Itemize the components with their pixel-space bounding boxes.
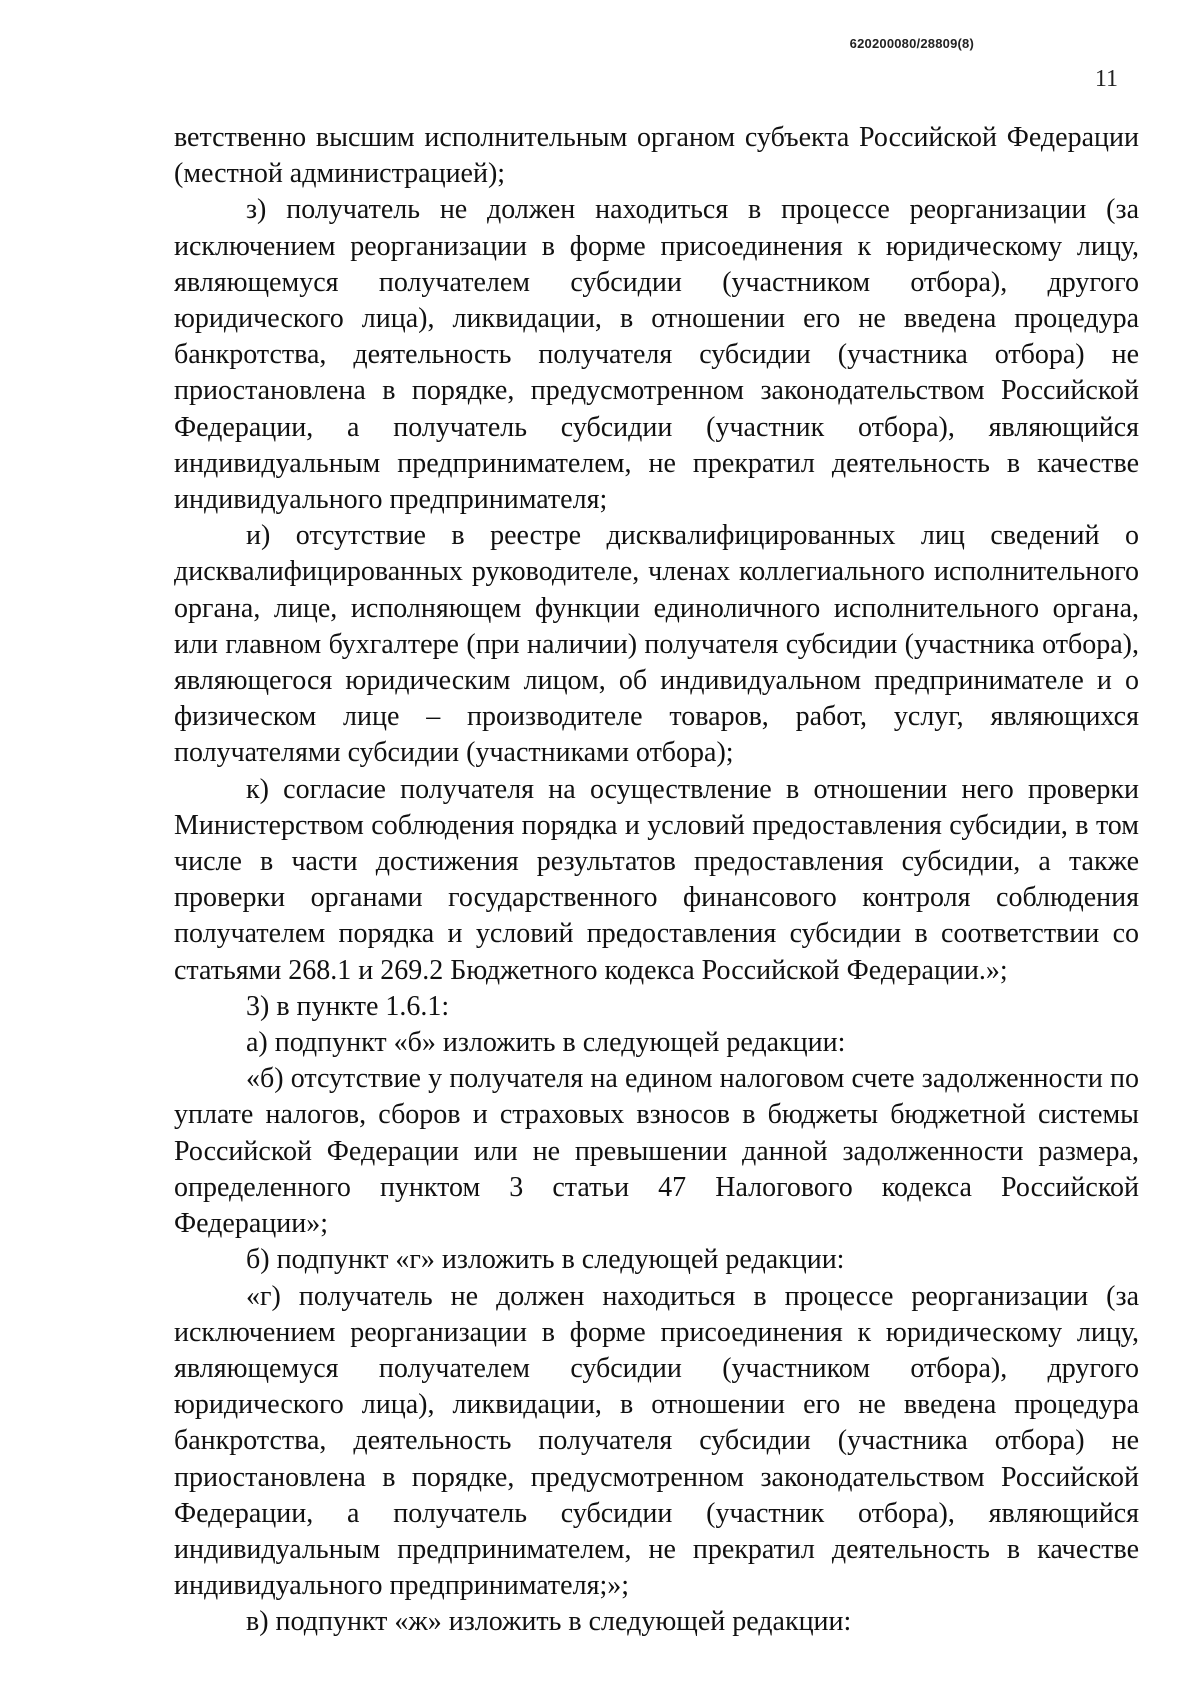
paragraph-quote-g: «г) получатель не должен находиться в процессе реорганизации (за исключением реорганизации в форме присоединения к юридическому лицу, являющемуся получателем субсидии (участником отбора), другого юридического лица), ликвидации, в отношении его не введена процедура банкротства, деятельность получателя субсидии (участника отбора) не приостановлена в порядке, предусмотренном законодательством Российской Федерации, а получатель субсидии (участник отбора), являющийся индивидуальным предпринимателем, не прекратил деятельность в качестве индивидуального предпринимателя;»; [174, 1280, 1139, 1602]
paragraph-subitem-b: б) подпункт «г» изложить в следующей редакции: [246, 1244, 845, 1276]
paragraph-subitem-v: в) подпункт «ж» изложить в следующей редакции: [246, 1606, 852, 1638]
paragraph-continuation: ветственно высшим исполнительным органом субъекта Российской Федерации (местной администрацией); [174, 122, 1139, 190]
page-number: 11 [1094, 66, 1118, 92]
paragraph-subitem-a: а) подпункт «б» изложить в следующей редакции: [246, 1027, 846, 1059]
paragraph-quote-b: «б) отсутствие у получателя на едином налоговом счете задолженности по уплате налогов, сборов и страховых взносов в бюджеты бюджетной системы Российской Федерации или не превышении данной задолженности размера, определенного пунктом 3 статьи 47 Налогового кодекса Российской Федерации»; [174, 1063, 1139, 1240]
paragraph-item-z: з) получатель не должен находиться в процессе реорганизации (за исключением реорганизации в форме присоединения к юридическому лицу, являющемуся получателем субсидии (участником отбора), другого юридического лица), ликвидации, в отношении его не введена процедура банкротства, деятельность получателя субсидии (участника отбора) не приостановлена в порядке, предусмотренном законодательством Российской Федерации, а получатель субсидии (участник отбора), являющийся индивидуальным предпринимателем, не прекратил деятельность в качестве индивидуального предпринимателя; [174, 194, 1139, 516]
document-body [174, 120, 1139, 1641]
paragraph-item-k: к) согласие получателя на осуществление в отношении него проверки Министерством соблюдения порядка и условий предоставления субсидии, в том числе в части достижения результатов предоставления субсидии, а также проверки органами государственного финансового контроля соблюдения получателем порядка и условий предоставления субсидии в соответствии со статьями 268.1 и 269.2 Бюджетного кодекса Российской Федерации.»; [174, 773, 1139, 986]
document-id: 620200080/28809(8) [849, 36, 974, 51]
paragraph-item-i: и) отсутствие в реестре дисквалифицированных лиц сведений о дисквалифицированных руководителе, членах коллегиального исполнительного органа, лице, исполняющем функции единоличного исполнительного органа, или главном бухгалтере (при наличии) получателя субсидии (участника отбора), являющегося юридическим лицом, об индивидуальном предпринимателе и о физическом лице – производителе товаров, работ, услуг, являющихся получателями субсидии (участниками отбора); [174, 520, 1139, 769]
paragraph-point-3: 3) в пункте 1.6.1: [246, 990, 450, 1022]
